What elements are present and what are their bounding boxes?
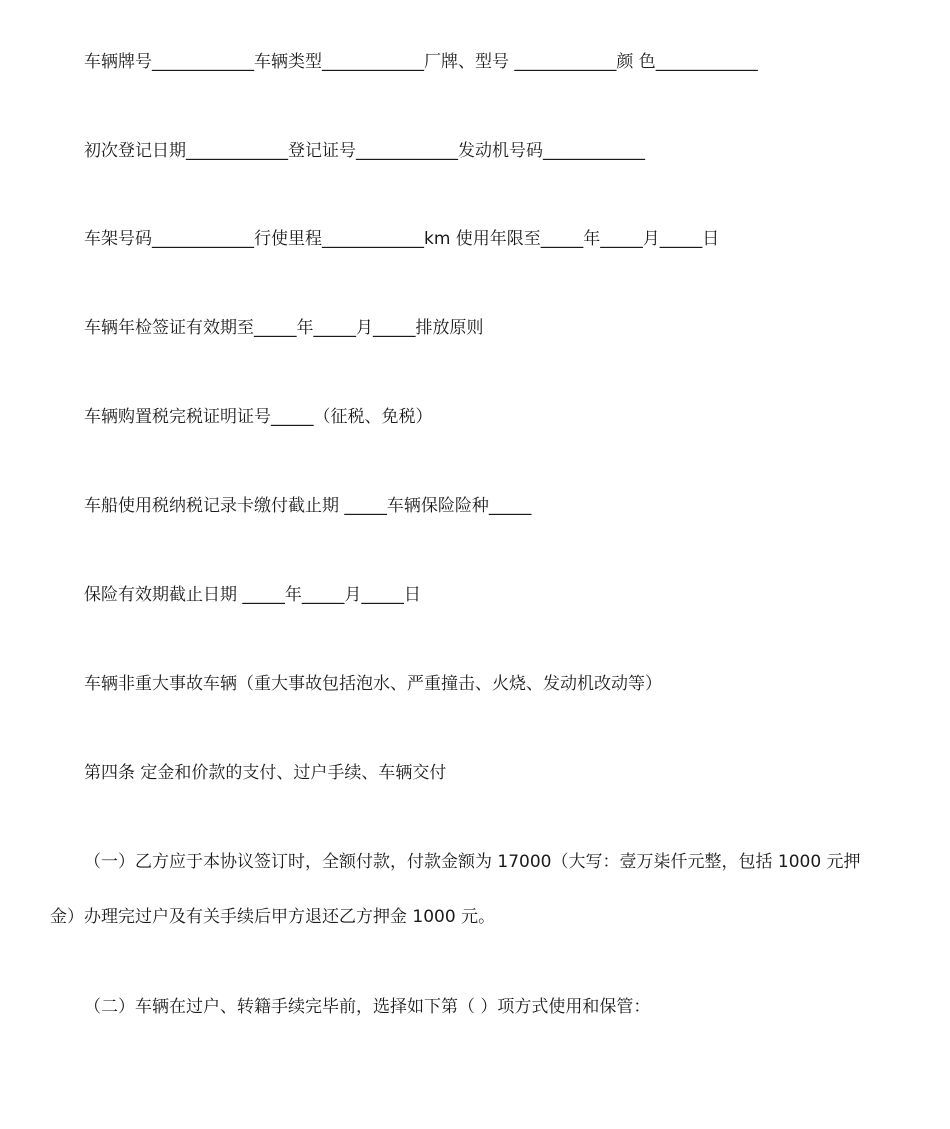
accident-statement-line: 车辆非重大事故车辆（重大事故包括泡水、严重撞击、火烧、发动机改动等） <box>84 674 662 694</box>
article-four-heading: 第四条 定金和价款的支付、过户手续、车辆交付 <box>84 763 447 783</box>
annual-inspection-line: 车辆年检签证有效期至_____年_____月_____排放原则 <box>84 318 484 338</box>
insurance-expiry-line: 保险有效期截止日期 _____年_____月_____日 <box>84 585 421 605</box>
registration-line: 初次登记日期____________登记证号____________发动机号码____________ <box>84 141 645 161</box>
purchase-tax-line: 车辆购置税完税证明证号_____（征税、免税） <box>84 407 433 427</box>
clause-one-line: （一）乙方应于本协议签订时，全额付款，付款金额为 17000（大写：壹万柒仟元整，包括 1000 元押 <box>84 852 861 872</box>
clause-one-continuation: 金）办理完过户及有关手续后甲方退还乙方押金 1000 元。 <box>50 907 496 927</box>
vehicle-tax-insurance-line: 车船使用税纳税记录卡缴付截止期 _____车辆保险险种_____ <box>84 496 532 516</box>
chassis-mileage-line: 车架号码____________行使里程____________km 使用年限至_____年_____月_____日 <box>84 229 720 249</box>
clause-two-line: （二）车辆在过户、转籍手续完毕前，选择如下第（ ）项方式使用和保管： <box>84 997 651 1017</box>
vehicle-info-line: 车辆牌号____________车辆类型____________厂牌、型号 ____________颜 色____________ <box>84 52 758 72</box>
